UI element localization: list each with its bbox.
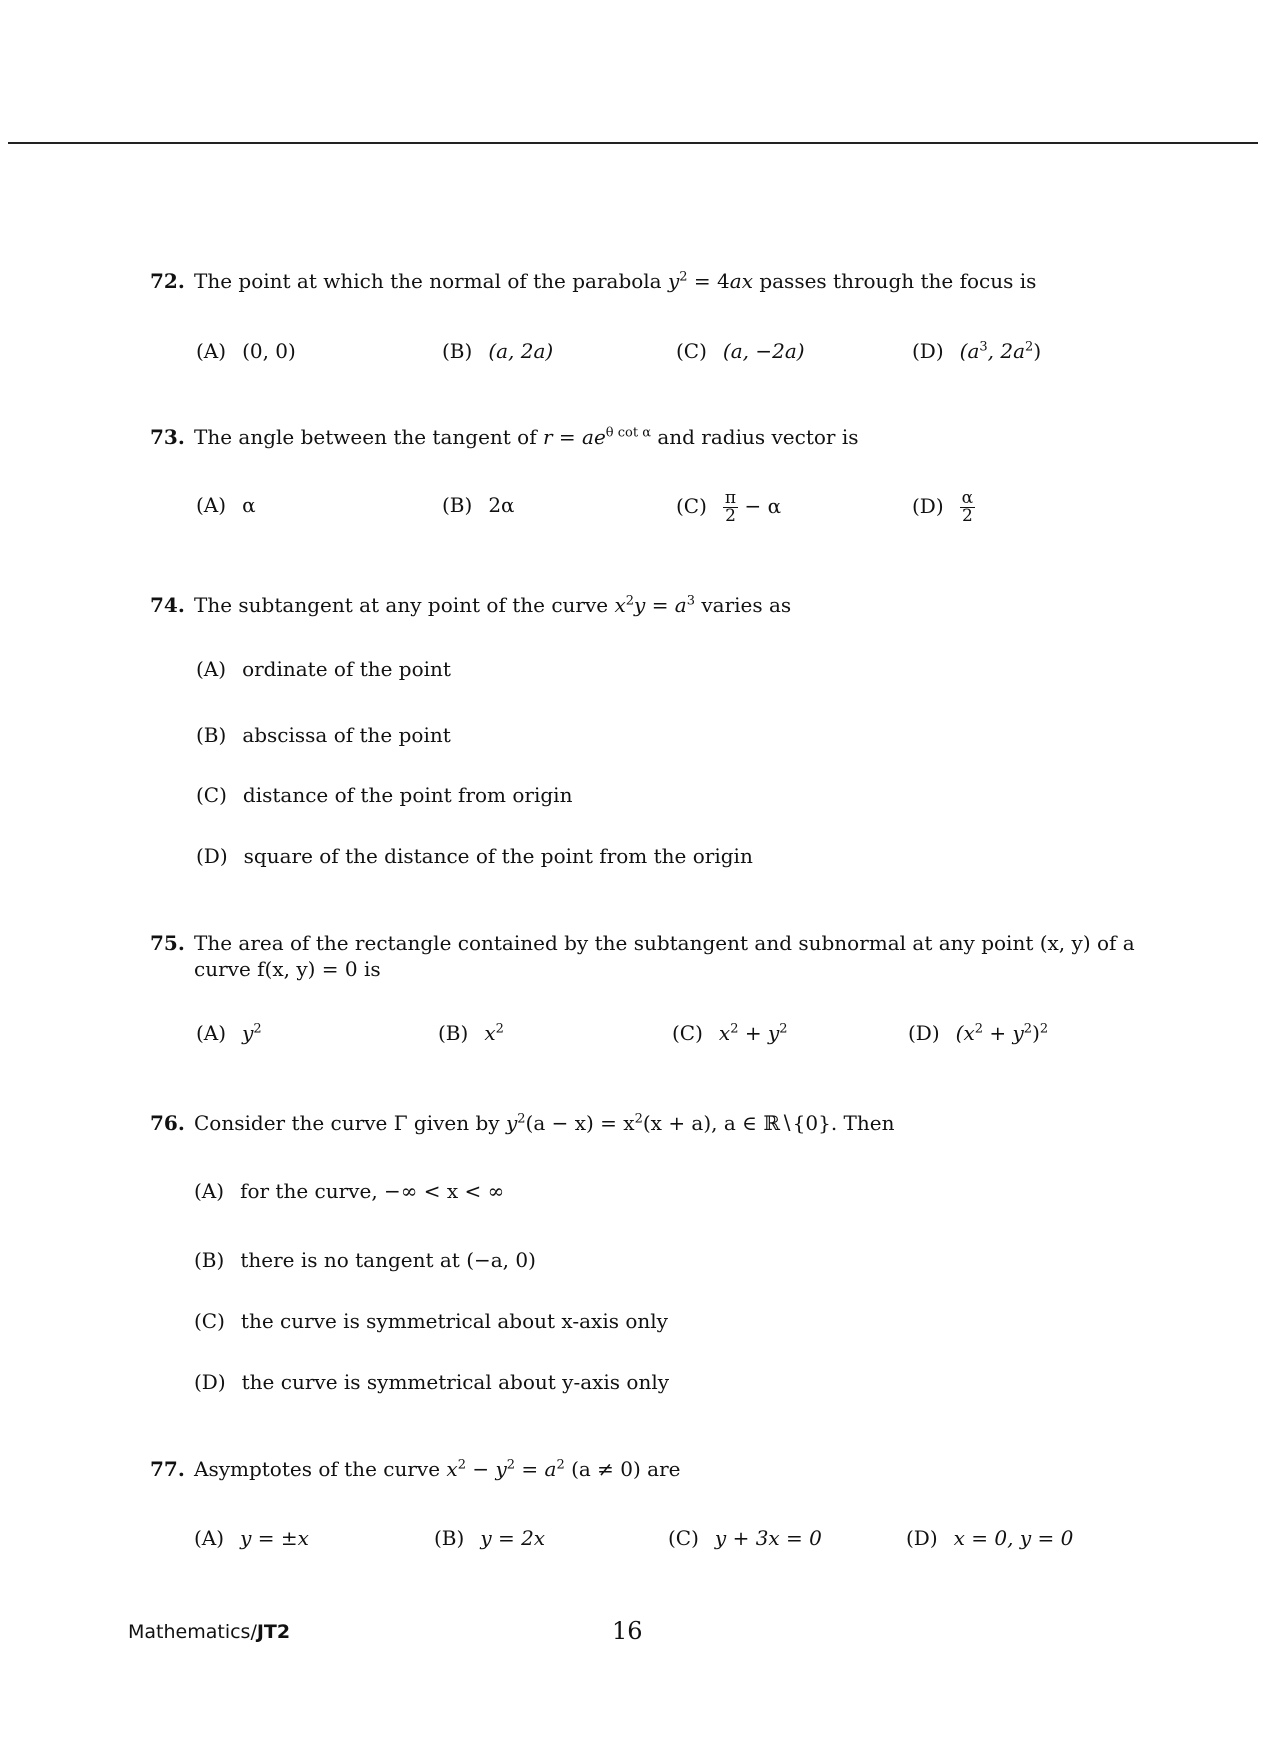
question-76 bbox=[150, 1110, 1150, 1136]
option-d: (D) the curve is symmetrical about y-axis only bbox=[194, 1370, 670, 1394]
option-d: (D) ($a^3$, $2a^2$) bbox=[912, 339, 1042, 363]
question-stem: The angle between the tangent of $r = ae^{\theta cot \alpha}$ and radius vector is bbox=[194, 425, 859, 449]
option-d: (D) x = 0, y = 0 bbox=[906, 1526, 1074, 1550]
option-a: (A) α bbox=[196, 493, 256, 517]
question-stem: Asymptotes of the curve $x^2 - y^2 = a^2$ (a ≠ 0) are bbox=[194, 1457, 681, 1481]
option-c: (C) $x^2 + y^2$ bbox=[672, 1021, 788, 1045]
question-73 bbox=[150, 424, 1150, 450]
question-stem: Consider the curve Γ given by $y^2(a - x) = x^2(x + a)$, a ∈ ℝ∖{0}. Then bbox=[194, 1111, 895, 1135]
option-c: (C) the curve is symmetrical about x-axis only bbox=[194, 1309, 668, 1333]
option-a: (A) y = ±x bbox=[194, 1526, 309, 1550]
option-b: (B) (a, 2a) bbox=[442, 339, 554, 363]
option-b: (B) 2α bbox=[442, 493, 515, 517]
question-stem: The subtangent at any point of the curve $x^2y = a^3$ varies as bbox=[194, 593, 792, 617]
option-b: (B) $x^2$ bbox=[438, 1021, 504, 1045]
question-72 bbox=[150, 268, 1150, 294]
footer-subject: Mathematics/JT2 bbox=[128, 1621, 291, 1643]
question-number: 73. bbox=[150, 425, 185, 449]
question-74 bbox=[150, 592, 1150, 618]
option-c: (C) y + 3x = 0 bbox=[668, 1526, 822, 1550]
option-b: (B) abscissa of the point bbox=[196, 723, 451, 747]
option-a: (A) $y^2$ bbox=[196, 1021, 262, 1045]
option-d: (D) $(x^2 + y^2)^2$ bbox=[908, 1021, 1049, 1045]
option-a: (A) (0, 0) bbox=[196, 339, 296, 363]
question-75 bbox=[150, 930, 1150, 982]
question-number: 77. bbox=[150, 1457, 185, 1481]
option-a: (A) ordinate of the point bbox=[196, 657, 451, 681]
question-stem: The area of the rectangle contained by the subtangent and subnormal at any point (x, y) of a curve f(x, y) = 0 is bbox=[194, 931, 1135, 981]
fraction: $\frac{\pi}{2}$ bbox=[724, 488, 737, 526]
question-number: 75. bbox=[150, 931, 185, 955]
option-b: (B) y = 2x bbox=[434, 1526, 546, 1550]
question-number: 74. bbox=[150, 593, 185, 617]
option-a: (A) for the curve, −∞ < x < ∞ bbox=[194, 1179, 505, 1203]
question-number: 76. bbox=[150, 1111, 185, 1135]
header-rule bbox=[8, 142, 1258, 144]
fraction: $\frac{\alpha}{2}$ bbox=[961, 488, 974, 526]
option-c: (C) distance of the point from origin bbox=[196, 783, 573, 807]
question-number: 72. bbox=[150, 269, 185, 293]
question-77 bbox=[150, 1456, 1150, 1482]
option-b: (B) there is no tangent at (−a, 0) bbox=[194, 1248, 536, 1272]
option-c: (C) (a, −2a) bbox=[676, 339, 805, 363]
option-d: (D) square of the distance of the point from the origin bbox=[196, 844, 753, 868]
option-c: (C) $\frac{\pi}{2}$ − α bbox=[676, 488, 782, 526]
question-stem: The point at which the normal of the parabola $y^2 = 4ax$ passes through the focus is bbox=[194, 269, 1037, 293]
option-d: (D) $\frac{\alpha}{2}$ bbox=[912, 488, 974, 526]
page-number: 16 bbox=[612, 1617, 643, 1645]
